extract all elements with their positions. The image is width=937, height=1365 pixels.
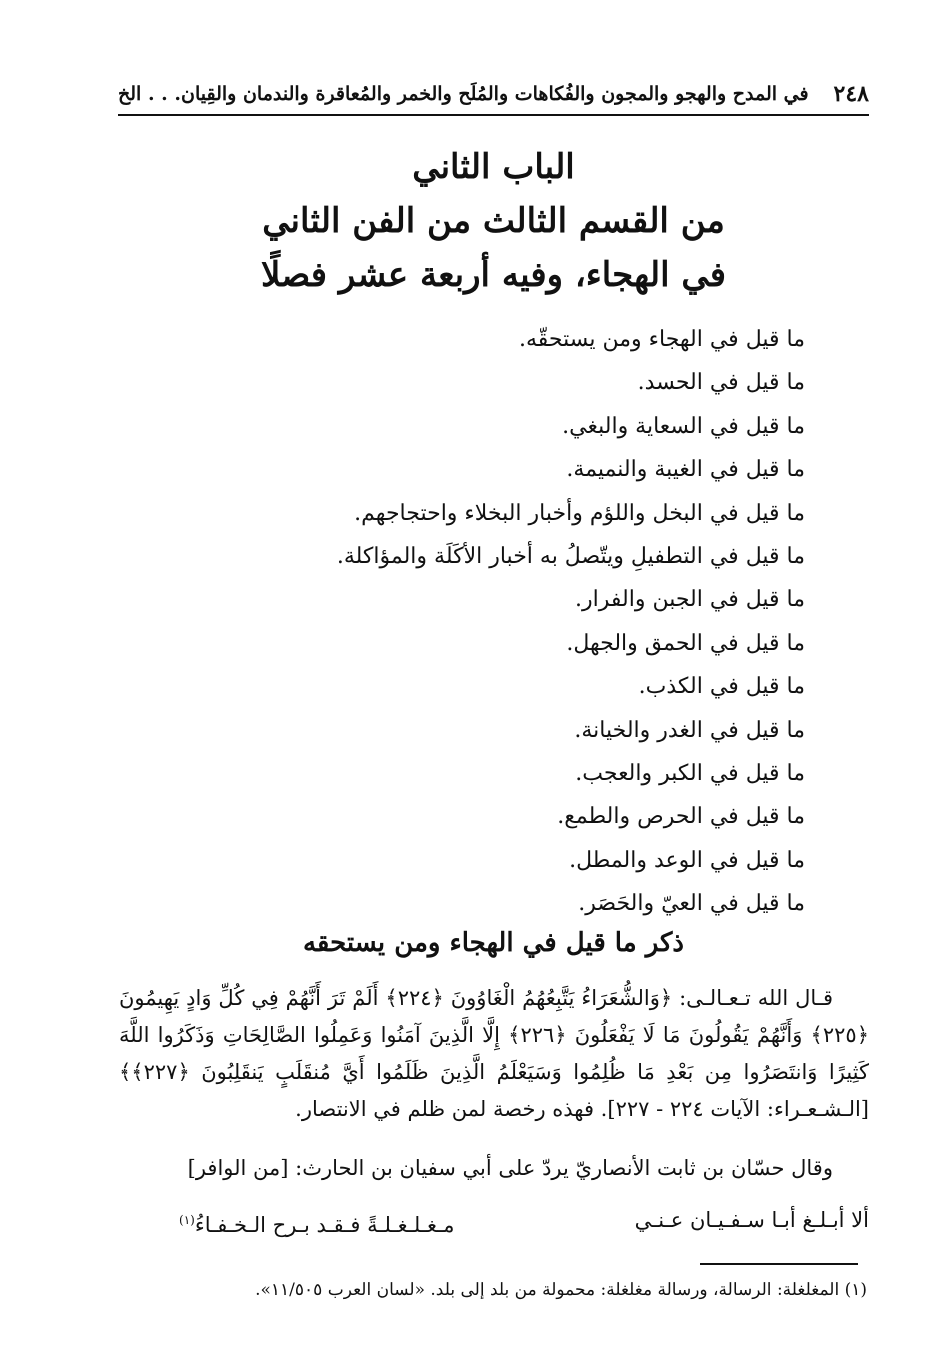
running-title: في المدح والهجو والمجون والفُكاهات والمُلَح والخمر والمُعاقرة والندمان والقِيان. . . الخ: [118, 83, 809, 105]
contents-item: ما قيل في الحرص والطمع.: [557, 804, 805, 830]
footnote-divider: [700, 1263, 858, 1265]
poem-intro-paragraph: وقال حسّان بن ثابت الأنصاريّ يردّ على أبي سفيان بن الحارث: [من الوافر]: [187, 1156, 833, 1180]
verse-second-hemistich: [119, 1200, 455, 1245]
quran-quote-paragraph: قـال الله تـعـالـى: ﴿وَالشُّعَرَاءُ يَتَّبِعُهُمُ الْغَاوُونَ ﴿٢٢٤﴾ أَلَمْ تَرَ أَنَّهُمْ فِي كُلِّ وَادٍ يَهِيمُونَ ﴿٢٢٥﴾ وَأَنَّهُمْ يَقُولُونَ مَا لَا يَفْعَلُونَ ﴿٢٢٦﴾ إِلَّا الَّذِينَ آمَنُوا وَعَمِلُوا الصَّالِحَاتِ وَذَكَرُوا اللَّهَ كَثِيرًا وَانتَصَرُوا مِن بَعْدِ مَا ظُلِمُوا وَسَيَعْلَمُ الَّذِينَ ظَلَمُوا أَيَّ مُنقَلَبٍ يَنقَلِبُونَ ﴿٢٢٧﴾﴾ [الـشـعـراء: الآيات ٢٢٤ - ٢٢٧]. فهذه رخصة لمن ظلم في الانتصار.: [119, 986, 869, 1121]
poem-verse: [119, 1200, 869, 1245]
contents-item: ما قيل في الغيبة والنميمة.: [566, 457, 805, 483]
contents-item: ما قيل في البخل واللؤم وأخبار البخلاء واحتجاجهم.: [354, 500, 805, 526]
contents-item: ما قيل في العيّ والحَصَر.: [578, 891, 805, 917]
contents-item: ما قيل في الوعد والمطل.: [569, 847, 805, 873]
footnote: (١) المغلغلة: الرسالة، ورسالة مغلغلة: محمولة من بلد إلى بلد. «لسان العرب ١١/٥٠٥».: [255, 1280, 867, 1300]
page-number: ٢٤٨: [833, 81, 869, 107]
contents-item: ما قيل في الحمق والجهل.: [566, 630, 805, 656]
chapter-title: [120, 140, 867, 302]
contents-item: ما قيل في السعاية والبغي.: [562, 413, 805, 439]
contents-item: ما قيل في الجبن والفرار.: [575, 587, 805, 613]
contents-item: ما قيل في التطفيلِ ويتّصلُ به أخبار الأكَلَة والمؤاكلة.: [336, 543, 805, 569]
section-heading: ذكر ما قيل في الهجاء ومن يستحقه: [302, 928, 684, 958]
chapter-title-line-2: من القسم الثالث من الفن الثاني: [262, 201, 725, 241]
contents-item: ما قيل في الكبر والعجب.: [575, 760, 805, 786]
footnote-marker: (١): [179, 1213, 195, 1227]
verse-second-hemistich-text: مـغـلـغـلـةً فـقـد بـرح الـخـفـاءُ: [194, 1213, 455, 1237]
verse-first-hemistich: ألا أبـلـغ أبـا سـفـيـان عـنـي: [634, 1208, 869, 1232]
running-header: [118, 74, 869, 116]
chapter-contents-list: [185, 318, 805, 925]
contents-item: ما قيل في الحسد.: [637, 370, 805, 396]
contents-item: ما قيل في الهجاء ومن يستحقّه.: [519, 327, 805, 352]
contents-item: ما قيل في الكذب.: [638, 674, 805, 700]
contents-item: ما قيل في الغدر والخيانة.: [574, 717, 805, 743]
chapter-title-line-3: في الهجاء، وفيه أربعة عشر فصلًا: [260, 255, 727, 295]
chapter-title-line-1: الباب الثاني: [412, 147, 575, 187]
